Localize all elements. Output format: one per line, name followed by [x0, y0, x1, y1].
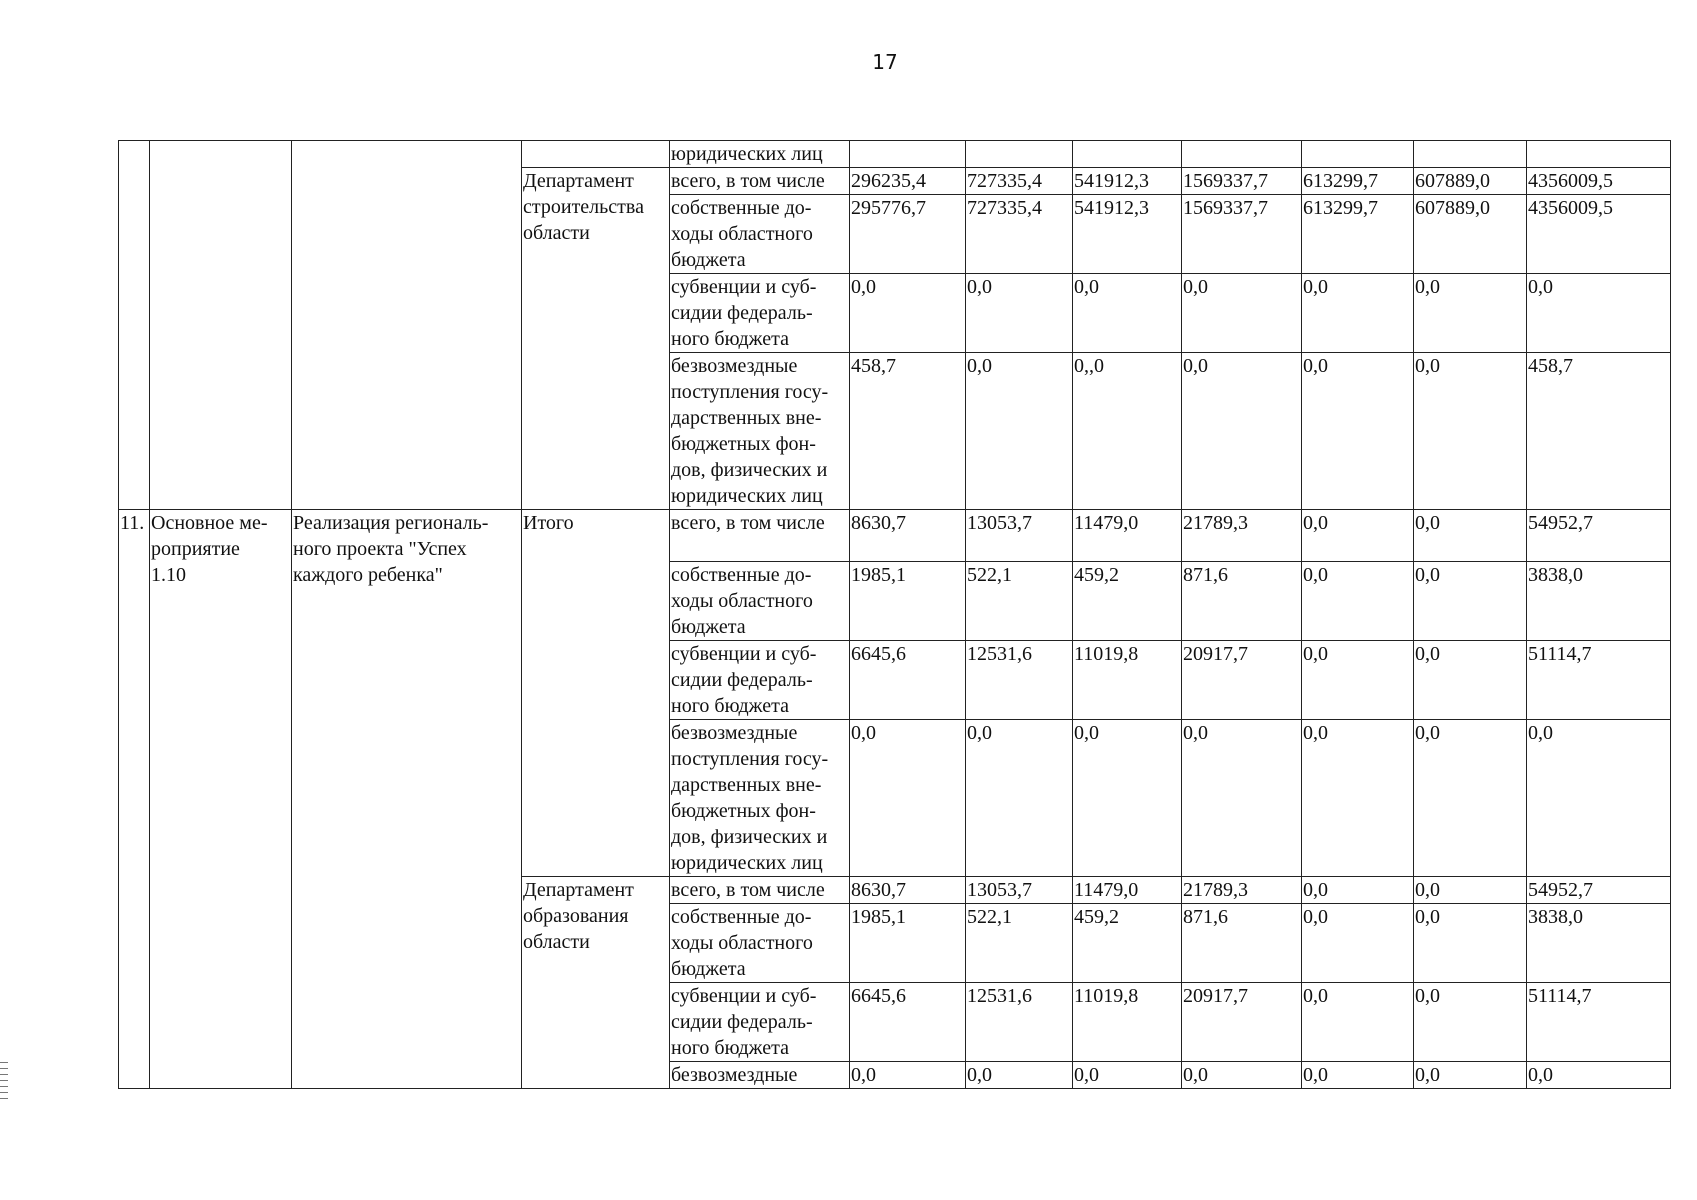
table-cell-value: 11019,8	[1073, 983, 1182, 1062]
table-cell-text	[522, 141, 670, 168]
table-cell-text	[150, 141, 292, 510]
table-cell-value: 0,0	[1414, 562, 1527, 641]
table-cell-value: 0,0	[1414, 274, 1527, 353]
table-cell-value: 0,0	[1302, 720, 1414, 877]
table-cell-text: субвенции и суб- сидии федераль- ного бюджета	[670, 641, 850, 720]
table-cell-value: 522,1	[966, 904, 1073, 983]
table-cell-text: всего, в том числе	[670, 168, 850, 195]
table-cell-text	[119, 141, 150, 510]
table-cell-value: 0,0	[1414, 353, 1527, 510]
table-cell-value: 6645,6	[850, 983, 966, 1062]
table-cell-text: Основное ме- роприятие 1.10	[150, 510, 292, 1089]
table-cell-value: 4356009,5	[1527, 168, 1671, 195]
table-cell-value: 3838,0	[1527, 562, 1671, 641]
table-cell-value: 0,0	[1182, 720, 1302, 877]
table-cell-value: 613299,7	[1302, 195, 1414, 274]
table-cell-value: 0,0	[1302, 904, 1414, 983]
table-cell-value: 541912,3	[1073, 195, 1182, 274]
table-cell-text: безвозмездные	[670, 1062, 850, 1089]
table-cell-value: 0,0	[1302, 510, 1414, 562]
table-cell-value: 0,0	[966, 353, 1073, 510]
table-cell-text: юридических лиц	[670, 141, 850, 168]
table-cell-value: 871,6	[1182, 904, 1302, 983]
table-cell-value: 871,6	[1182, 562, 1302, 641]
table-cell-value: 21789,3	[1182, 510, 1302, 562]
table-cell-value: 1985,1	[850, 904, 966, 983]
budget-table	[118, 140, 1671, 1089]
table-cell-value: 0,0	[1527, 720, 1671, 877]
table-cell-value: 0,0	[850, 720, 966, 877]
table-cell-text: безвозмездные поступления госу- дарственных вне- бюджетных фон- дов, физических и юридических лиц	[670, 353, 850, 510]
table-cell-value: 54952,7	[1527, 510, 1671, 562]
table-cell-value: 458,7	[850, 353, 966, 510]
table-cell-text: всего, в том числе	[670, 510, 850, 562]
table-cell-value: 0,0	[1414, 510, 1527, 562]
table-cell-value: 613299,7	[1302, 168, 1414, 195]
table-cell-value: 54952,7	[1527, 877, 1671, 904]
table-cell-value: 727335,4	[966, 195, 1073, 274]
table-cell-value: 1569337,7	[1182, 195, 1302, 274]
table-cell-text: 11.	[119, 510, 150, 1089]
table-cell-value	[1073, 141, 1182, 168]
table-cell-value: 12531,6	[966, 983, 1073, 1062]
table-cell-text: собственные до- ходы областного бюджета	[670, 904, 850, 983]
table-cell-value	[1527, 141, 1671, 168]
table-cell-value: 20917,7	[1182, 641, 1302, 720]
table-cell-value: 459,2	[1073, 562, 1182, 641]
table-cell-value: 21789,3	[1182, 877, 1302, 904]
table-body	[119, 141, 1671, 1089]
table-cell-value: 0,0	[1182, 1062, 1302, 1089]
table-cell-value: 11019,8	[1073, 641, 1182, 720]
table-cell-value	[1302, 141, 1414, 168]
table-row	[119, 141, 1671, 168]
table-cell-value: 0,0	[1302, 983, 1414, 1062]
table-cell-value: 0,0	[1527, 274, 1671, 353]
table-cell-value: 13053,7	[966, 877, 1073, 904]
table-cell-value: 295776,7	[850, 195, 966, 274]
table-cell-value: 0,0	[1302, 1062, 1414, 1089]
table-cell-text: Департамент образования области	[522, 877, 670, 1089]
table-cell-value: 1985,1	[850, 562, 966, 641]
table-cell-value: 0,0	[1414, 641, 1527, 720]
table-cell-value: 0,0	[1182, 353, 1302, 510]
table-cell-value: 607889,0	[1414, 168, 1527, 195]
table-cell-value: 0,0	[1414, 720, 1527, 877]
table-cell-value: 0,0	[1414, 877, 1527, 904]
table-cell-value: 541912,3	[1073, 168, 1182, 195]
table-cell-value: 727335,4	[966, 168, 1073, 195]
scan-margin-marks	[0, 1062, 8, 1102]
table-cell-value: 12531,6	[966, 641, 1073, 720]
table-cell-value: 0,0	[850, 1062, 966, 1089]
table-cell-text: безвозмездные поступления госу- дарственных вне- бюджетных фон- дов, физических и юридических лиц	[670, 720, 850, 877]
table-cell-value: 458,7	[1527, 353, 1671, 510]
table-cell-value	[1182, 141, 1302, 168]
table-cell-value: 8630,7	[850, 877, 966, 904]
table-cell-value: 0,0	[1302, 274, 1414, 353]
table-row	[119, 510, 1671, 562]
table-cell-value: 13053,7	[966, 510, 1073, 562]
table-cell-value: 6645,6	[850, 641, 966, 720]
table-cell-value: 51114,7	[1527, 983, 1671, 1062]
table-cell-value: 0,0	[1302, 641, 1414, 720]
table-cell-value: 51114,7	[1527, 641, 1671, 720]
page-number: 17	[872, 50, 898, 74]
table-cell-value: 0,0	[1073, 720, 1182, 877]
table-cell-value: 607889,0	[1414, 195, 1527, 274]
table-cell-text: собственные до- ходы областного бюджета	[670, 195, 850, 274]
table-cell-value: 0,0	[1302, 877, 1414, 904]
table-cell-value: 0,0	[1414, 904, 1527, 983]
table-cell-value: 1569337,7	[1182, 168, 1302, 195]
table-cell-value: 0,0	[1302, 562, 1414, 641]
table-cell-value: 0,0	[850, 274, 966, 353]
table-cell-value: 0,0	[1302, 353, 1414, 510]
table-cell-value: 0,0	[1414, 983, 1527, 1062]
table-cell-value: 20917,7	[1182, 983, 1302, 1062]
table-cell-text: Департамент строительства области	[522, 168, 670, 510]
table-cell-value: 0,0	[966, 720, 1073, 877]
table-cell-value: 3838,0	[1527, 904, 1671, 983]
table-cell-value: 0,0	[1182, 274, 1302, 353]
table-cell-text: всего, в том числе	[670, 877, 850, 904]
table-cell-value: 0,0	[966, 274, 1073, 353]
table-cell-text: собственные до- ходы областного бюджета	[670, 562, 850, 641]
table-cell-value	[966, 141, 1073, 168]
table-cell-value: 8630,7	[850, 510, 966, 562]
table-cell-text: субвенции и суб- сидии федераль- ного бюджета	[670, 983, 850, 1062]
table-cell-text	[292, 141, 522, 510]
table-cell-value: 0,0	[1073, 1062, 1182, 1089]
table-cell-value: 0,0	[1414, 1062, 1527, 1089]
table-cell-value: 0,0	[1073, 274, 1182, 353]
table-cell-text: Итого	[522, 510, 670, 877]
table-cell-value	[1414, 141, 1527, 168]
table-cell-text: субвенции и суб- сидии федераль- ного бюджета	[670, 274, 850, 353]
table-cell-value: 4356009,5	[1527, 195, 1671, 274]
table-cell-value: 459,2	[1073, 904, 1182, 983]
table-cell-value	[850, 141, 966, 168]
table-cell-value: 296235,4	[850, 168, 966, 195]
table-cell-value: 0,0	[1527, 1062, 1671, 1089]
table-cell-value: 11479,0	[1073, 877, 1182, 904]
table-cell-value: 522,1	[966, 562, 1073, 641]
table-cell-value: 0,0	[966, 1062, 1073, 1089]
table-cell-value: 11479,0	[1073, 510, 1182, 562]
table-cell-text: Реализация региональ- ного проекта "Успех каждого ребенка"	[292, 510, 522, 1089]
table-cell-value: 0,,0	[1073, 353, 1182, 510]
